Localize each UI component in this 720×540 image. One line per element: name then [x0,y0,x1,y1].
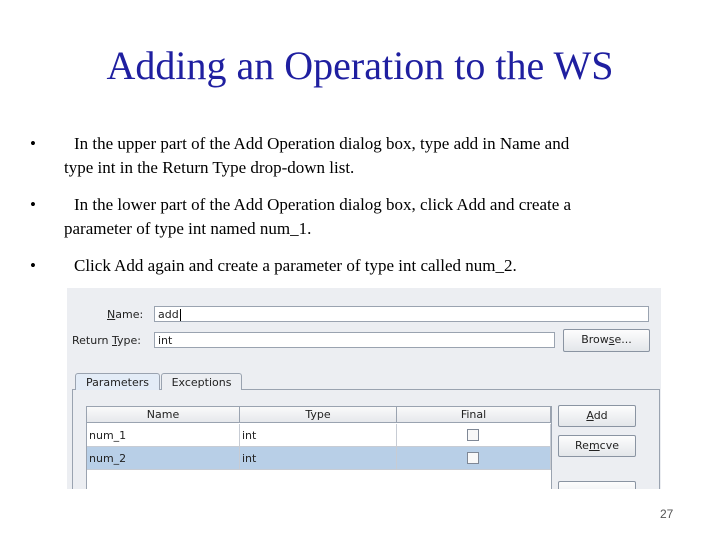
column-header-final[interactable]: Final [397,407,551,423]
bullet-dot: • [30,195,36,214]
column-header-type[interactable]: Type [240,407,397,423]
add-button[interactable]: Add [558,405,636,427]
bullet-2-line-2: parameter of type int named num_1. [64,219,312,238]
bullet-1-line-2: type int in the Return Type drop-down list. [64,158,355,177]
column-header-name[interactable]: Name [87,407,240,423]
tab-exceptions[interactable]: Exceptions [161,373,242,390]
bullet-1-line-1: In the upper part of the Add Operation dialog box, type add in Name and [74,134,570,153]
text-caret [180,309,181,321]
add-operation-dialog-screenshot [67,288,661,489]
name-input[interactable]: add [154,306,649,322]
cell-name: num_1 [87,424,240,447]
remove-button[interactable]: Remcve [558,435,636,457]
tab-parameters[interactable]: Parameters [75,373,160,390]
cell-type: int [240,424,397,447]
extra-button[interactable] [558,481,636,489]
parameters-table [86,406,552,489]
table-row[interactable] [87,447,551,470]
name-label: Name: [107,308,144,321]
final-checkbox[interactable] [467,429,479,441]
bullet-2-line-1: In the lower part of the Add Operation dialog box, click Add and create a [74,195,572,214]
browse-button[interactable]: Browse... [563,329,650,352]
bullet-dot: • [30,134,36,153]
return-type-label: Return Type: [72,334,141,347]
cell-name: num_2 [87,447,240,470]
final-checkbox[interactable] [467,452,479,464]
slide-title: Adding an Operation to the WS [106,43,614,88]
return-type-input[interactable]: int [154,332,555,348]
bullet-3-line-1: Click Add again and create a parameter of type int called num_2. [74,256,517,275]
page-number: 27 [660,507,674,521]
table-row[interactable] [87,424,551,447]
cell-type: int [240,447,397,470]
bullet-dot: • [30,256,36,275]
